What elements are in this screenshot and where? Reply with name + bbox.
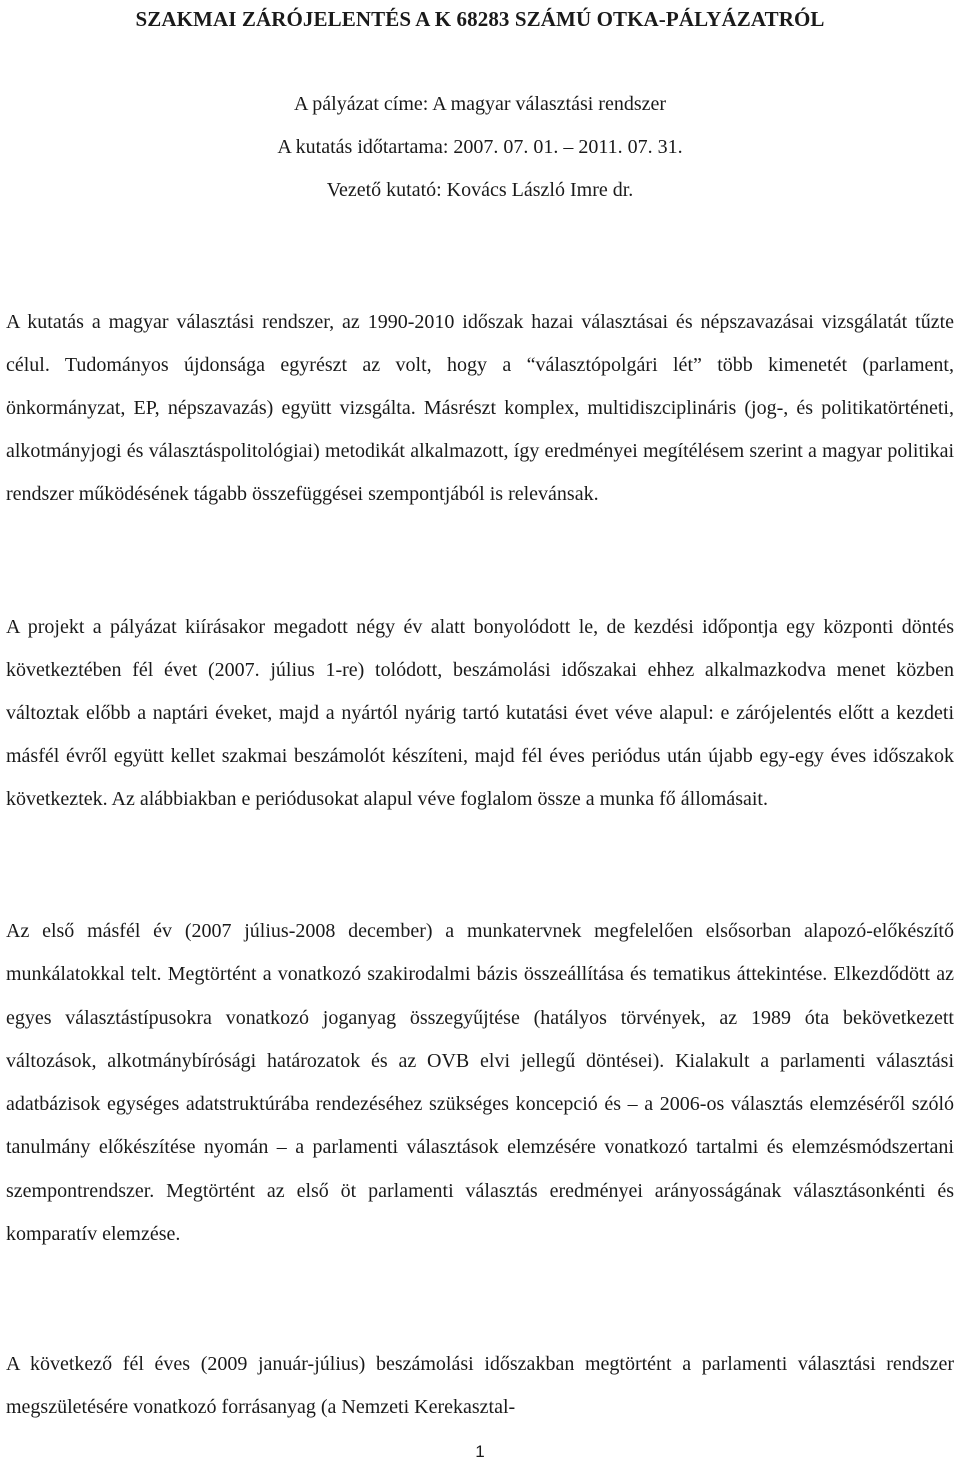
- lead-researcher-line: Vezető kutató: Kovács László Imre dr.: [326, 179, 634, 201]
- document-title: SZAKMAI ZÁRÓJELENTÉS A K 68283 SZÁMÚ OTKA-PÁLYÁZATRÓL: [135, 7, 825, 31]
- project-title-line: A pályázat címe: A magyar választási rendszer: [293, 93, 667, 115]
- paragraph-second-period: A következő fél éves (2009 január-július) beszámolási időszakban megtörtént a parlamenti választási rendszer megszületésére vonatkozó forrásanyag (a Nemzeti Kerekasztal-: [6, 1353, 954, 1419]
- page-number: 1: [475, 1442, 485, 1461]
- paragraph-objectives: A kutatás a magyar választási rendszer, az 1990-2010 időszak hazai választásai és népszavazásai vizsgálatát tűzte célul. Tudományos újdonsága egyrészt az volt, hogy a “választópolgári lét” több kimenetét (parlament, önkormányzat, EP, népszavazás) együtt vizsgálta. Másrészt komplex, multidiszciplináris (jog-, és politikatörténeti, alkotmányjogi és választáspolitológiai) metodikát alkalmazott, így eredményei megítélésem szerint a magyar politikai rendszer működésének tágabb összefüggései szempontjából is relevánsak.: [6, 311, 954, 506]
- paragraph-first-period: Az első másfél év (2007 július-2008 december) a munkatervnek megfelelően elsősorban alapozó-előkészítő munkálatokkal telt. Megtörtént a vonatkozó szakirodalmi bázis összeállítása és tematikus áttekintése. Elkezdődött az egyes választástípusokra vonatkozó joganyag összegyűjtése (hatályos törvények, az 1989 óta bekövetkezett változások, alkotmánybírósági határozatok és az OVB elvi jellegű döntései). Kialakult a parlamenti választási adatbázisok egységes adatstruktúrába rendezéséhez szükséges koncepció és – a 2006-os választás elemzéséről szóló tanulmány előkészítése nyomán – a parlamenti választások elemzésére vonatkozó tartalmi és elemzésmódszertani szempontrendszer. Megtörtént az első öt parlamenti választás eredményei arányosságának választásonkénti és komparatív elemzése.: [6, 920, 954, 1246]
- paragraph-project-timeline: A projekt a pályázat kiírásakor megadott négy év alatt bonyolódott le, de kezdési időpontja egy központi döntés következtében fél évet (2007. július 1-re) tolódott, beszámolási időszakai ehhez alkalmazkodva menet közben változtak előbb a naptári éveket, majd a nyártól nyárig tartó kutatási évet véve alapul: e zárójelentés előtt a kezdeti másfél évről együtt kellet szakmai beszámolót készíteni, majd fél éves periódus után újabb egy-egy éves időszakok következtek. Az alábbiakban e periódusokat alapul véve foglalom össze a munka fő állomásait.: [6, 616, 954, 811]
- research-period-line: A kutatás időtartama: 2007. 07. 01. – 2011. 07. 31.: [277, 136, 683, 158]
